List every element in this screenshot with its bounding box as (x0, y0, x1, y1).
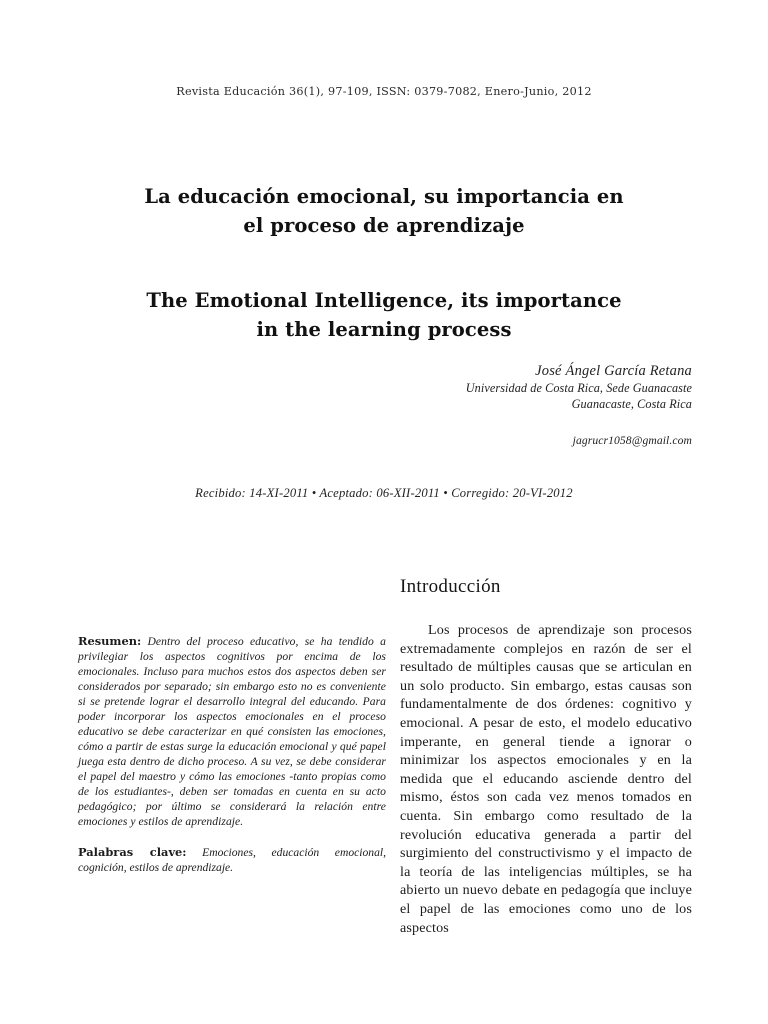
abstract-label: Resumen: (78, 633, 142, 648)
keywords-label: Palabras clave: (78, 845, 187, 860)
author-name: José Ángel García Retana (535, 363, 692, 379)
abstract-text: Dentro del proceso educativo, se ha tendido a privilegiar los aspectos cognitivos por encima de los emocionales. Incluso para muchos estos dos aspectos deben ser considerados por separado; sin embargo esto no es conveniente si se pretende lograr el desarrollo integral del educando. Para poder incorporar los aspectos emocionales en el proceso educativo se debe caracterizar en qué consisten las emociones, cómo a partir de estas surge la educación emocional y qué papel juega esta dentro de dicho proceso. A su vez, se debe considerar el papel del maestro y cómo las emociones -tanto propias como de los estudiantes-, deben ser tomadas en cuenta en su acto pedagógico; por último se considerará la relación entre emociones y estilos de aprendizaje. (78, 634, 386, 829)
keywords-paragraph (78, 845, 386, 875)
article-title-spanish (84, 182, 684, 240)
author-affiliation-line2: Guanacaste, Costa Rica (571, 396, 692, 411)
keywords-text: Emociones, educación emocional, cognición, estilos de aprendizaje. (78, 846, 386, 875)
author-email[interactable]: jagrucr1058@gmail.com (572, 434, 692, 447)
title-block (84, 182, 684, 344)
author-affiliation-line1: Universidad de Costa Rica, Sede Guanacaste (465, 381, 692, 395)
abstract-column (78, 622, 386, 887)
submission-dates: Recibido: 14-XI-2011 • Aceptado: 06-XII-2011 • Corregido: 20-VI-2012 (195, 486, 573, 500)
section-heading-introduccion: Introducción (400, 576, 501, 597)
journal-running-head: Revista Educación 36(1), 97-109, ISSN: 0379-7082, Enero-Junio, 2012 (176, 85, 592, 98)
article-title-english-line2: in the learning process (256, 318, 512, 341)
introduction-paragraph-1: Los procesos de aprendizaje son procesos extremadamente complejos en razón de ser el resultado de múltiples causas que se articulan en un solo producto. Sin embargo, estas causas son fundamentalmente de dos órdenes: cognitivo y emocional. A pesar de esto, el modelo educativo imperante, en general tiende a ignorar o minimizar los aspectos emocionales y en la medida que el educando asciende dentro del mismo, éstos son cada vez menos tomados en cuenta. Sin embargo como resultado de la revolución educativa generada a partir del surgimiento del constructivismo y el impacto de la teoría de las inteligencias múltiples, se ha abierto un nuevo debate en pedagogía que incluye el papel de las emociones como uno de los aspectos (400, 622, 692, 936)
article-title-spanish-line1: La educación emocional, su importancia en (144, 185, 624, 208)
article-title-english-line1: The Emotional Intelligence, its importance (146, 289, 622, 312)
body-column (400, 575, 692, 951)
article-title-spanish-line2: el proceso de aprendizaje (243, 214, 525, 237)
abstract-paragraph (78, 634, 386, 830)
article-title-english (84, 286, 684, 344)
author-block (272, 362, 692, 448)
